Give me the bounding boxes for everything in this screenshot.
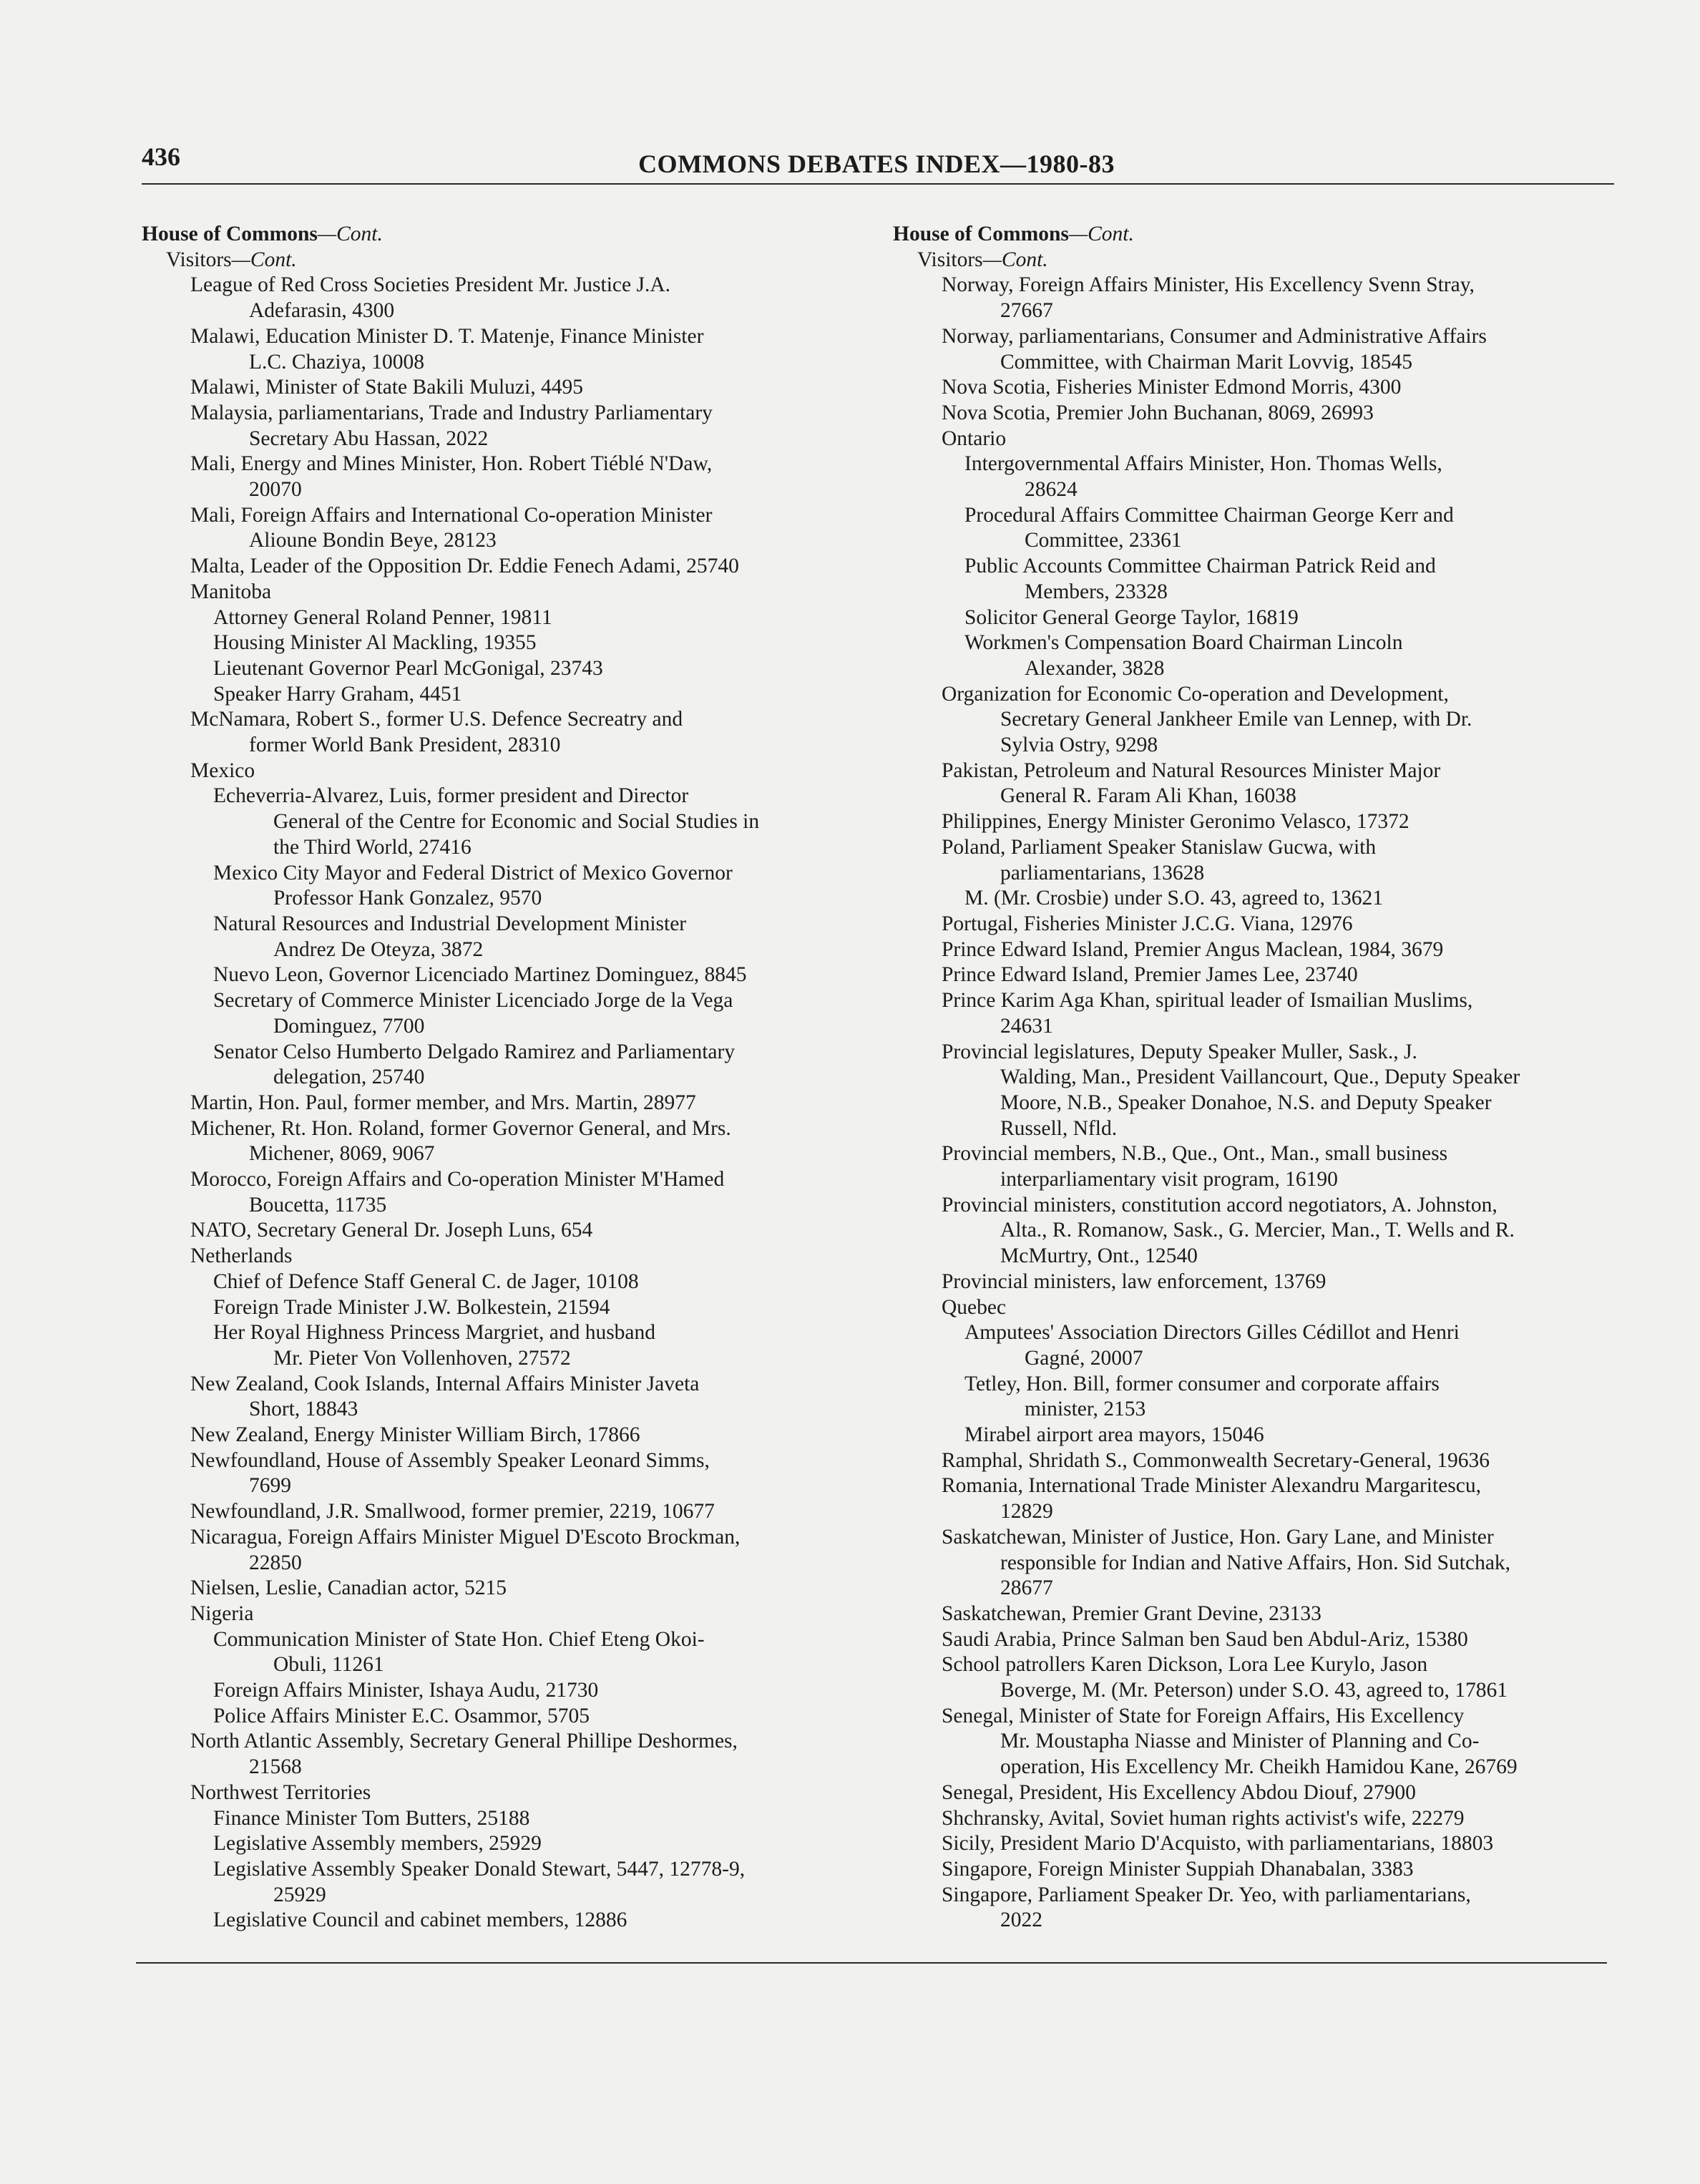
section-heading: House of Commons—Cont.: [142, 223, 383, 245]
index-entry: Short, 18843: [249, 1398, 358, 1421]
index-entry: Workmen's Compensation Board Chairman Lincoln: [964, 631, 1403, 655]
index-entry: L.C. Chaziya, 10008: [249, 350, 424, 374]
index-entry: Procedural Affairs Committee Chairman George Kerr and: [964, 503, 1454, 527]
index-entry: Obuli, 11261: [273, 1653, 384, 1677]
index-entry: New Zealand, Energy Minister William Birch, 17866: [190, 1423, 640, 1447]
index-entry: 27667: [1000, 299, 1053, 323]
index-entry: M. (Mr. Crosbie) under S.O. 43, agreed to, 13621: [964, 887, 1384, 910]
index-entry: Natural Resources and Industrial Development Minister: [213, 912, 687, 935]
index-entry: Foreign Trade Minister J.W. Bolkestein, 21594: [213, 1295, 610, 1319]
index-entry: 25929: [273, 1883, 326, 1906]
index-entry: Saudi Arabia, Prince Salman ben Saud ben Abdul-Ariz, 15380: [942, 1627, 1468, 1651]
index-entry: Malawi, Minister of State Bakili Muluzi, 4495: [190, 376, 583, 399]
section-heading: House of Commons—Cont.: [893, 223, 1134, 245]
index-entry: Amputees' Association Directors Gilles Cédillot and Henri: [964, 1321, 1460, 1345]
index-entry: Norway, Foreign Affairs Minister, His Excellency Svenn Stray,: [942, 273, 1475, 297]
index-entry: Nova Scotia, Premier John Buchanan, 8069, 26993: [942, 401, 1374, 424]
index-entry: Michener, Rt. Hon. Roland, former Governor General, and Mrs.: [190, 1116, 731, 1140]
index-entry: Legislative Council and cabinet members, 12886: [213, 1908, 627, 1932]
index-entry: Secretary Abu Hassan, 2022: [249, 426, 489, 450]
index-entry: parliamentarians, 13628: [1000, 861, 1205, 884]
index-entry: Attorney General Roland Penner, 19811: [213, 605, 552, 629]
index-entry: Singapore, Parliament Speaker Dr. Yeo, with parliamentarians,: [942, 1883, 1471, 1906]
index-entry: Ramphal, Shridath S., Commonwealth Secretary-General, 19636: [942, 1448, 1490, 1472]
index-entry: Housing Minister Al Mackling, 19355: [213, 631, 537, 655]
index-entry: Foreign Affairs Minister, Ishaya Audu, 21730: [213, 1679, 599, 1702]
index-entry: Gagné, 20007: [1025, 1346, 1143, 1370]
index-entry: minister, 2153: [1025, 1398, 1146, 1421]
header-rule: [142, 183, 1614, 185]
index-entry: Members, 23328: [1025, 580, 1168, 603]
index-entry: Police Affairs Minister E.C. Osammor, 5705: [213, 1704, 590, 1727]
index-entry: Provincial ministers, constitution accord negotiators, A. Johnston,: [942, 1193, 1498, 1217]
index-entry: Committee, 23361: [1025, 529, 1182, 552]
index-entry: Mirabel airport area mayors, 15046: [964, 1423, 1264, 1447]
index-entry: Mexico City Mayor and Federal District of Mexico Governor: [213, 861, 733, 884]
index-entry: McMurtry, Ont., 12540: [1000, 1244, 1198, 1268]
index-entry: Public Accounts Committee Chairman Patrick Reid and: [964, 555, 1436, 578]
index-entry: League of Red Cross Societies President Mr. Justice J.A.: [190, 273, 671, 297]
index-entry: Legislative Assembly members, 25929: [213, 1832, 542, 1856]
index-entry: Mali, Foreign Affairs and International Co-operation Minister: [190, 503, 713, 527]
index-entry: Nigeria: [190, 1602, 254, 1625]
index-entry: Shchransky, Avital, Soviet human rights activist's wife, 22279: [942, 1806, 1465, 1830]
index-entry: Ontario: [942, 426, 1007, 450]
index-entry: Alexander, 3828: [1025, 656, 1165, 680]
index-entry: Secretary of Commerce Minister Licenciado Jorge de la Vega: [213, 989, 733, 1013]
footer-rule: [136, 1962, 1607, 1964]
index-entry: Legislative Assembly Speaker Donald Stewart, 5447, 12778-9,: [213, 1858, 746, 1881]
index-entry: Her Royal Highness Princess Margriet, and husband: [213, 1321, 656, 1345]
index-entry: Malawi, Education Minister D. T. Matenje, Finance Minister: [190, 324, 704, 348]
index-entry: Pakistan, Petroleum and Natural Resources Minister Major: [942, 759, 1441, 782]
index-entry: Prince Edward Island, Premier James Lee, 23740: [942, 963, 1358, 987]
index-entry: Prince Karim Aga Khan, spiritual leader of Ismailian Muslims,: [942, 989, 1473, 1013]
index-entry: the Third World, 27416: [273, 835, 472, 859]
index-entry: Echeverria-Alvarez, Luis, former president and Director: [213, 784, 689, 808]
subheading: Visitors—Cont.: [166, 248, 297, 271]
index-entry: Nicaragua, Foreign Affairs Minister Miguel D'Escoto Brockman,: [190, 1525, 741, 1549]
index-entry: NATO, Secretary General Dr. Joseph Luns, 654: [190, 1219, 593, 1242]
left-column: [142, 222, 857, 1934]
index-entry: Newfoundland, House of Assembly Speaker Leonard Simms,: [190, 1448, 710, 1472]
index-entry: Tetley, Hon. Bill, former consumer and corporate affairs: [964, 1372, 1440, 1395]
page-number: 436: [142, 142, 180, 171]
index-entry: Secretary General Jankheer Emile van Lennep, with Dr.: [1000, 708, 1472, 731]
index-entry: Speaker Harry Graham, 4451: [213, 682, 462, 706]
index-entry: General R. Faram Ali Khan, 16038: [1000, 784, 1296, 808]
index-entry: Saskatchewan, Minister of Justice, Hon. Gary Lane, and Minister: [942, 1525, 1494, 1549]
index-entry: Mexico: [190, 759, 255, 782]
index-entry: General of the Centre for Economic and Social Studies in: [273, 810, 760, 834]
index-entry: 20070: [249, 478, 302, 502]
index-entry: Nova Scotia, Fisheries Minister Edmond Morris, 4300: [942, 376, 1402, 399]
index-entry: Moore, N.B., Speaker Donahoe, N.S. and Deputy Speaker: [1000, 1091, 1492, 1114]
index-entry: Dominguez, 7700: [273, 1014, 425, 1038]
right-column: [893, 222, 1616, 1934]
index-entry: Adefarasin, 4300: [249, 299, 395, 323]
index-entry: Netherlands: [190, 1244, 293, 1268]
index-entry: McNamara, Robert S., former U.S. Defence Secreatry and: [190, 708, 683, 731]
index-entry: 28624: [1025, 478, 1078, 502]
index-entry: Poland, Parliament Speaker Stanislaw Gucwa, with: [942, 835, 1377, 859]
index-entry: 22850: [249, 1551, 302, 1574]
index-entry: Alta., R. Romanow, Sask., G. Mercier, Man., T. Wells and R.: [1000, 1219, 1515, 1242]
index-entry: New Zealand, Cook Islands, Internal Affairs Minister Javeta: [190, 1372, 700, 1395]
index-entry: former World Bank President, 28310: [249, 733, 561, 757]
index-entry: Nielsen, Leslie, Canadian actor, 5215: [190, 1576, 507, 1600]
index-entry: responsible for Indian and Native Affairs, Hon. Sid Sutchak,: [1000, 1551, 1511, 1574]
index-entry: Provincial members, N.B., Que., Ont., Man., small business: [942, 1142, 1448, 1166]
index-entry: 2022: [1000, 1908, 1042, 1932]
index-entry: Andrez De Oteyza, 3872: [273, 937, 484, 961]
index-entry: Malta, Leader of the Opposition Dr. Eddie Fenech Adami, 25740: [190, 555, 739, 578]
index-entry: Committee, with Chairman Marit Lovvig, 18545: [1000, 350, 1412, 374]
index-entry: Portugal, Fisheries Minister J.C.G. Viana, 12976: [942, 912, 1353, 935]
index-entry: North Atlantic Assembly, Secretary General Phillipe Deshormes,: [190, 1730, 738, 1753]
index-entry: 28677: [1000, 1576, 1053, 1600]
running-title: COMMONS DEBATES INDEX—1980-83: [638, 150, 1115, 178]
index-entry: Chief of Defence Staff General C. de Jager, 10108: [213, 1269, 639, 1293]
index-entry: Mr. Pieter Von Vollenhoven, 27572: [273, 1346, 571, 1370]
index-entry: Northwest Territories: [190, 1780, 371, 1804]
index-entry: Russell, Nfld.: [1000, 1116, 1118, 1140]
index-entry: Provincial legislatures, Deputy Speaker Muller, Sask., J.: [942, 1040, 1417, 1063]
index-entry: Manitoba: [190, 580, 272, 603]
index-entry: Morocco, Foreign Affairs and Co-operation Minister M'Hamed: [190, 1168, 725, 1191]
index-entry: Organization for Economic Co-operation and Development,: [942, 682, 1449, 706]
index-entry: Saskatchewan, Premier Grant Devine, 23133: [942, 1602, 1322, 1625]
index-entry: Prince Edward Island, Premier Angus Maclean, 1984, 3679: [942, 937, 1444, 961]
index-entry: Walding, Man., President Vaillancourt, Que., Deputy Speaker: [1000, 1066, 1520, 1089]
index-entry: Communication Minister of State Hon. Chief Eteng Okoi-: [213, 1627, 705, 1651]
index-entry: Sicily, President Mario D'Acquisto, with parliamentarians, 18803: [942, 1832, 1494, 1856]
index-entry: Professor Hank Gonzalez, 9570: [273, 887, 542, 910]
index-entry: Boucetta, 11735: [249, 1193, 387, 1217]
index-entry: Michener, 8069, 9067: [249, 1142, 435, 1166]
index-entry: 7699: [249, 1474, 291, 1498]
index-entry: Martin, Hon. Paul, former member, and Mrs. Martin, 28977: [190, 1091, 696, 1114]
index-entry: Lieutenant Governor Pearl McGonigal, 23743: [213, 656, 603, 680]
subheading: Visitors—Cont.: [917, 248, 1048, 271]
index-entry: 24631: [1000, 1014, 1053, 1038]
index-entry: Finance Minister Tom Butters, 25188: [213, 1806, 530, 1830]
index-entry: Senegal, Minister of State for Foreign Affairs, His Excellency: [942, 1704, 1465, 1727]
index-entry: Senegal, President, His Excellency Abdou Diouf, 27900: [942, 1780, 1416, 1804]
index-entry: delegation, 25740: [273, 1066, 425, 1089]
index-entry: Alioune Bondin Beye, 28123: [249, 529, 497, 552]
index-entry: Solicitor General George Taylor, 16819: [964, 605, 1299, 629]
index-entry: interparliamentary visit program, 16190: [1000, 1168, 1338, 1191]
index-entry: Romania, International Trade Minister Alexandru Margaritescu,: [942, 1474, 1481, 1498]
index-entry: Malaysia, parliamentarians, Trade and Industry Parliamentary: [190, 401, 713, 424]
index-entry: Singapore, Foreign Minister Suppiah Dhanabalan, 3383: [942, 1858, 1414, 1881]
index-entry: Quebec: [942, 1295, 1007, 1319]
index-entry: Intergovernmental Affairs Minister, Hon. Thomas Wells,: [964, 452, 1442, 476]
index-entry: Provincial ministers, law enforcement, 13769: [942, 1269, 1327, 1293]
index-entry: School patrollers Karen Dickson, Lora Lee Kurylo, Jason: [942, 1653, 1428, 1677]
index-entry: Mali, Energy and Mines Minister, Hon. Robert Tiéblé N'Daw,: [190, 452, 713, 476]
index-entry: 21568: [249, 1755, 302, 1779]
index-entry: Nuevo Leon, Governor Licenciado Martinez Dominguez, 8845: [213, 963, 747, 987]
index-entry: operation, His Excellency Mr. Cheikh Hamidou Kane, 26769: [1000, 1755, 1518, 1779]
index-entry: Mr. Moustapha Niasse and Minister of Planning and Co-: [1000, 1730, 1480, 1753]
index-entry: Boverge, M. (Mr. Peterson) under S.O. 43, agreed to, 17861: [1000, 1679, 1508, 1702]
index-entry: Philippines, Energy Minister Geronimo Velasco, 17372: [942, 810, 1410, 834]
index-entry: Newfoundland, J.R. Smallwood, former premier, 2219, 10677: [190, 1500, 715, 1524]
index-entry: Senator Celso Humberto Delgado Ramirez and Parliamentary: [213, 1040, 736, 1063]
index-entry: 12829: [1000, 1500, 1053, 1524]
index-entry: Sylvia Ostry, 9298: [1000, 733, 1158, 757]
index-entry: Norway, parliamentarians, Consumer and Administrative Affairs: [942, 324, 1487, 348]
